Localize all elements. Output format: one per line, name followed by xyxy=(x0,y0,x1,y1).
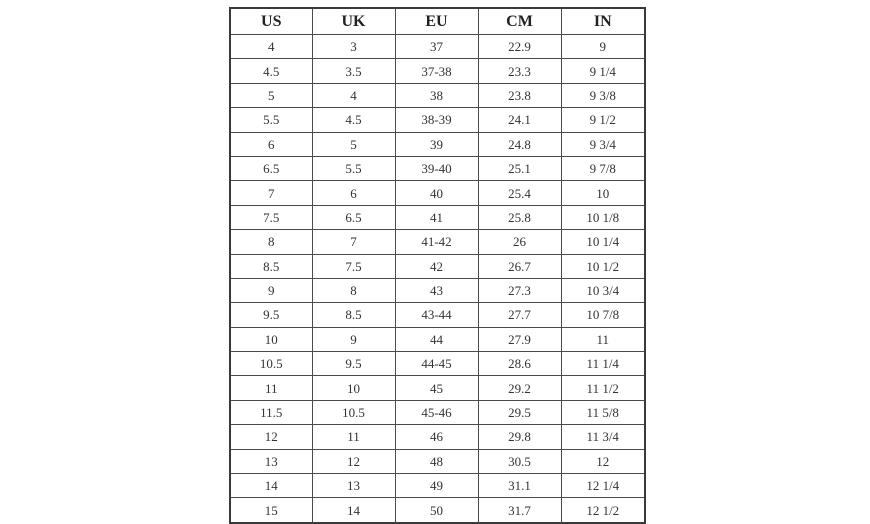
table-cell-in: 12 1/4 xyxy=(561,474,645,498)
table-row xyxy=(230,425,645,449)
table-cell-cm: 31.7 xyxy=(478,498,561,523)
table-cell-eu: 45-46 xyxy=(395,400,478,424)
table-cell-eu: 41 xyxy=(395,205,478,229)
table-cell-us: 11 xyxy=(230,376,312,400)
table-row xyxy=(230,254,645,278)
table-cell-in: 9 3/8 xyxy=(561,83,645,107)
table-cell-eu: 40 xyxy=(395,181,478,205)
table-cell-in: 10 1/4 xyxy=(561,230,645,254)
table-row xyxy=(230,327,645,351)
table-cell-us: 14 xyxy=(230,474,312,498)
header-row xyxy=(230,8,645,35)
table-row xyxy=(230,376,645,400)
table-cell-in: 10 1/8 xyxy=(561,205,645,229)
table-cell-eu: 48 xyxy=(395,449,478,473)
table-cell-cm: 25.4 xyxy=(478,181,561,205)
table-cell-eu: 41-42 xyxy=(395,230,478,254)
table-cell-in: 11 xyxy=(561,327,645,351)
table-cell-uk: 6 xyxy=(312,181,395,205)
table-cell-in: 9 3/4 xyxy=(561,132,645,156)
table-cell-eu: 44 xyxy=(395,327,478,351)
table-row xyxy=(230,352,645,376)
table-cell-cm: 23.8 xyxy=(478,83,561,107)
table-cell-us: 7 xyxy=(230,181,312,205)
table-cell-cm: 25.8 xyxy=(478,205,561,229)
table-cell-us: 15 xyxy=(230,498,312,523)
table-cell-us: 4.5 xyxy=(230,59,312,83)
table-cell-uk: 13 xyxy=(312,474,395,498)
table-cell-uk: 6.5 xyxy=(312,205,395,229)
table-cell-cm: 28.6 xyxy=(478,352,561,376)
table-cell-uk: 7.5 xyxy=(312,254,395,278)
table-cell-eu: 37 xyxy=(395,35,478,59)
table-row xyxy=(230,83,645,107)
table-cell-us: 9.5 xyxy=(230,303,312,327)
table-cell-cm: 27.3 xyxy=(478,278,561,302)
table-cell-us: 6 xyxy=(230,132,312,156)
table-cell-uk: 4 xyxy=(312,83,395,107)
table-cell-in: 12 xyxy=(561,449,645,473)
table-cell-us: 6.5 xyxy=(230,156,312,180)
table-cell-uk: 9 xyxy=(312,327,395,351)
table-cell-us: 10 xyxy=(230,327,312,351)
table-cell-cm: 29.8 xyxy=(478,425,561,449)
table-cell-us: 13 xyxy=(230,449,312,473)
table-row xyxy=(230,400,645,424)
table-cell-uk: 5.5 xyxy=(312,156,395,180)
table-cell-in: 11 1/2 xyxy=(561,376,645,400)
table-body xyxy=(230,35,645,523)
table-cell-cm: 24.1 xyxy=(478,108,561,132)
table-row xyxy=(230,156,645,180)
table-cell-in: 10 7/8 xyxy=(561,303,645,327)
table-row xyxy=(230,205,645,229)
table-row xyxy=(230,59,645,83)
table-cell-us: 9 xyxy=(230,278,312,302)
table-cell-eu: 46 xyxy=(395,425,478,449)
table-cell-uk: 12 xyxy=(312,449,395,473)
table-cell-uk: 3.5 xyxy=(312,59,395,83)
table-cell-cm: 31.1 xyxy=(478,474,561,498)
table-cell-us: 7.5 xyxy=(230,205,312,229)
table-cell-cm: 29.5 xyxy=(478,400,561,424)
table-cell-uk: 8 xyxy=(312,278,395,302)
table-cell-cm: 23.3 xyxy=(478,59,561,83)
table-cell-uk: 11 xyxy=(312,425,395,449)
table-cell-in: 9 1/4 xyxy=(561,59,645,83)
table-cell-us: 10.5 xyxy=(230,352,312,376)
table-cell-us: 4 xyxy=(230,35,312,59)
table-cell-cm: 22.9 xyxy=(478,35,561,59)
table-cell-uk: 5 xyxy=(312,132,395,156)
table-cell-eu: 42 xyxy=(395,254,478,278)
table-cell-in: 10 1/2 xyxy=(561,254,645,278)
table-cell-eu: 50 xyxy=(395,498,478,523)
table-cell-uk: 7 xyxy=(312,230,395,254)
table-row xyxy=(230,181,645,205)
table-cell-eu: 45 xyxy=(395,376,478,400)
table-row xyxy=(230,108,645,132)
table-cell-cm: 27.7 xyxy=(478,303,561,327)
table-cell-in: 10 xyxy=(561,181,645,205)
table-row xyxy=(230,474,645,498)
table-cell-in: 11 5/8 xyxy=(561,400,645,424)
table-cell-cm: 26 xyxy=(478,230,561,254)
table-cell-eu: 43-44 xyxy=(395,303,478,327)
column-header-cm: CM xyxy=(478,8,561,35)
table-cell-uk: 9.5 xyxy=(312,352,395,376)
table-cell-in: 9 7/8 xyxy=(561,156,645,180)
table-cell-us: 5 xyxy=(230,83,312,107)
column-header-in: IN xyxy=(561,8,645,35)
table-cell-uk: 10 xyxy=(312,376,395,400)
table-cell-eu: 39-40 xyxy=(395,156,478,180)
table-header xyxy=(230,8,645,35)
table-cell-us: 11.5 xyxy=(230,400,312,424)
table-row xyxy=(230,132,645,156)
table-cell-in: 9 1/2 xyxy=(561,108,645,132)
table-cell-in: 11 1/4 xyxy=(561,352,645,376)
table-cell-cm: 27.9 xyxy=(478,327,561,351)
table-cell-in: 11 3/4 xyxy=(561,425,645,449)
table-cell-us: 8 xyxy=(230,230,312,254)
table-cell-eu: 39 xyxy=(395,132,478,156)
table-cell-uk: 3 xyxy=(312,35,395,59)
table-row xyxy=(230,35,645,59)
table-cell-us: 12 xyxy=(230,425,312,449)
table-cell-cm: 25.1 xyxy=(478,156,561,180)
table-cell-cm: 26.7 xyxy=(478,254,561,278)
column-header-eu: EU xyxy=(395,8,478,35)
table-cell-uk: 10.5 xyxy=(312,400,395,424)
table-cell-in: 10 3/4 xyxy=(561,278,645,302)
table-cell-eu: 38-39 xyxy=(395,108,478,132)
shoe-size-conversion-table xyxy=(229,7,646,524)
table-cell-uk: 8.5 xyxy=(312,303,395,327)
table-row xyxy=(230,498,645,523)
table-row xyxy=(230,278,645,302)
column-header-uk: UK xyxy=(312,8,395,35)
table-row xyxy=(230,230,645,254)
table-cell-cm: 24.8 xyxy=(478,132,561,156)
table-cell-us: 5.5 xyxy=(230,108,312,132)
table-cell-in: 9 xyxy=(561,35,645,59)
table-cell-in: 12 1/2 xyxy=(561,498,645,523)
table-cell-eu: 37-38 xyxy=(395,59,478,83)
table-cell-eu: 38 xyxy=(395,83,478,107)
table-cell-cm: 29.2 xyxy=(478,376,561,400)
table-cell-eu: 44-45 xyxy=(395,352,478,376)
table-cell-cm: 30.5 xyxy=(478,449,561,473)
table-cell-uk: 4.5 xyxy=(312,108,395,132)
table-cell-eu: 43 xyxy=(395,278,478,302)
table-cell-eu: 49 xyxy=(395,474,478,498)
column-header-us: US xyxy=(230,8,312,35)
table-row xyxy=(230,303,645,327)
table-cell-us: 8.5 xyxy=(230,254,312,278)
table-cell-uk: 14 xyxy=(312,498,395,523)
table-row xyxy=(230,449,645,473)
